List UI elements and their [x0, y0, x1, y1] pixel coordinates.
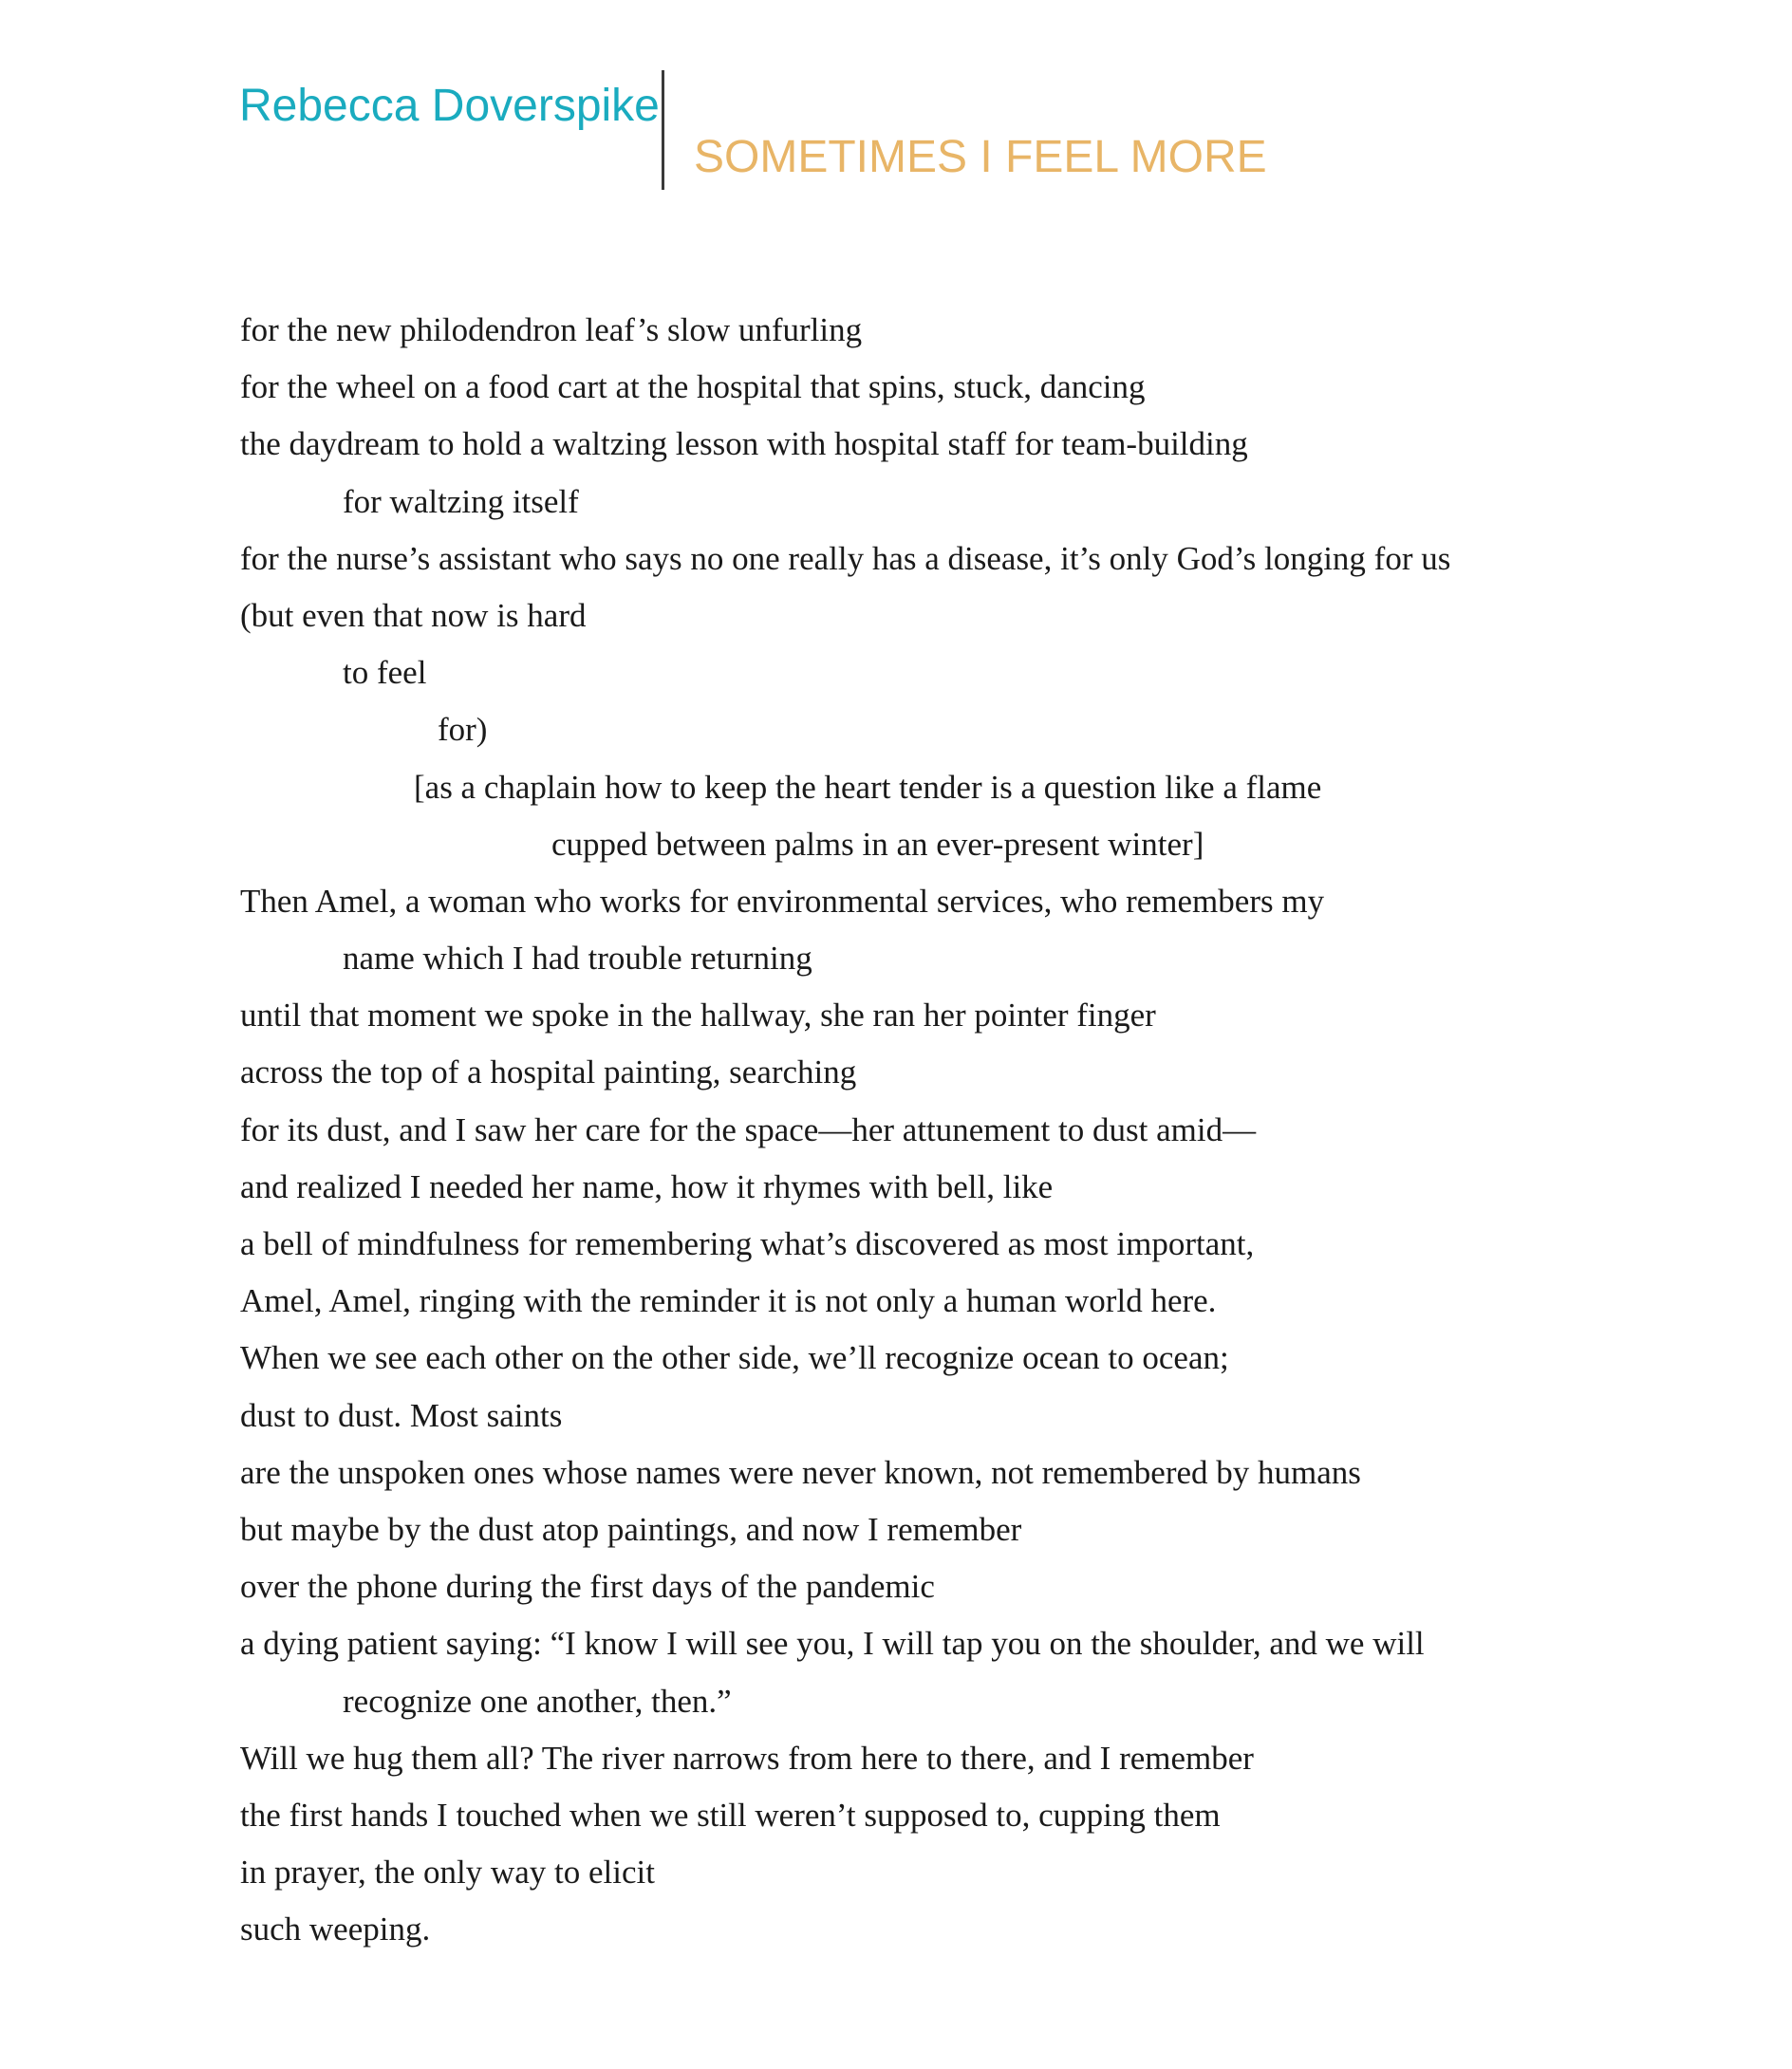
poem-line: for its dust, and I saw her care for the space—her attunement to dust amid—: [240, 1110, 1257, 1148]
poem-header: [0, 0, 1792, 247]
poem-line: for): [438, 711, 488, 749]
poem-line: a bell of mindfulness for remembering what’s discovered as most important,: [240, 1225, 1255, 1262]
poem-line: are the unspoken ones whose names were never known, not remembered by humans: [240, 1453, 1361, 1491]
poem-line: for the new philodendron leaf’s slow unfurling: [240, 311, 863, 348]
poem-line: for waltzing itself: [343, 482, 579, 520]
poem-line: to feel: [343, 654, 427, 692]
poem-line: [as a chaplain how to keep the heart tender is a question like a flame: [414, 768, 1322, 806]
header-divider: [662, 70, 664, 190]
poem-line: in prayer, the only way to elicit: [240, 1854, 655, 1892]
poem-line: but maybe by the dust atop paintings, and now I remember: [240, 1510, 1022, 1548]
poem-line: When we see each other on the other side, we’ll recognize ocean to ocean;: [240, 1339, 1229, 1377]
poem-line: the first hands I touched when we still weren’t supposed to, cupping them: [240, 1796, 1221, 1834]
poem-line: and realized I needed her name, how it rhymes with bell, like: [240, 1167, 1054, 1205]
poem-body: [240, 302, 1664, 1958]
poem-line: Then Amel, a woman who works for environmental services, who remembers my: [240, 882, 1325, 920]
poem-line: (but even that now is hard: [240, 596, 587, 634]
author-name: Rebecca Doverspike: [239, 81, 660, 131]
poem-line: a dying patient saying: “I know I will see you, I will tap you on the shoulder, and we will: [240, 1625, 1425, 1663]
poem-line: name which I had trouble returning: [343, 940, 812, 978]
poem-line: cupped between palms in an ever-present winter]: [551, 825, 1204, 863]
poem-line: dust to dust. Most saints: [240, 1396, 563, 1434]
poem-line: Will we hug them all? The river narrows from here to there, and I remember: [240, 1739, 1254, 1777]
poem-line: until that moment we spoke in the hallway, she ran her pointer finger: [240, 997, 1156, 1034]
poem-line: recognize one another, then.”: [343, 1682, 732, 1720]
poem-line: over the phone during the first days of the pandemic: [240, 1568, 935, 1606]
poem-line: across the top of a hospital painting, searching: [240, 1053, 857, 1091]
poem-line: for the wheel on a food cart at the hospital that spins, stuck, dancing: [240, 368, 1146, 406]
poem-line: the daydream to hold a waltzing lesson with hospital staff for team-building: [240, 425, 1248, 463]
poem-line: Amel, Amel, ringing with the reminder it is not only a human world here.: [240, 1282, 1217, 1320]
poem-title: SOMETIMES I FEEL MORE: [694, 132, 1267, 182]
poem-line: such weeping.: [240, 1911, 431, 1948]
poem-line: for the nurse’s assistant who says no one really has a disease, it’s only God’s longing for us: [240, 539, 1451, 577]
